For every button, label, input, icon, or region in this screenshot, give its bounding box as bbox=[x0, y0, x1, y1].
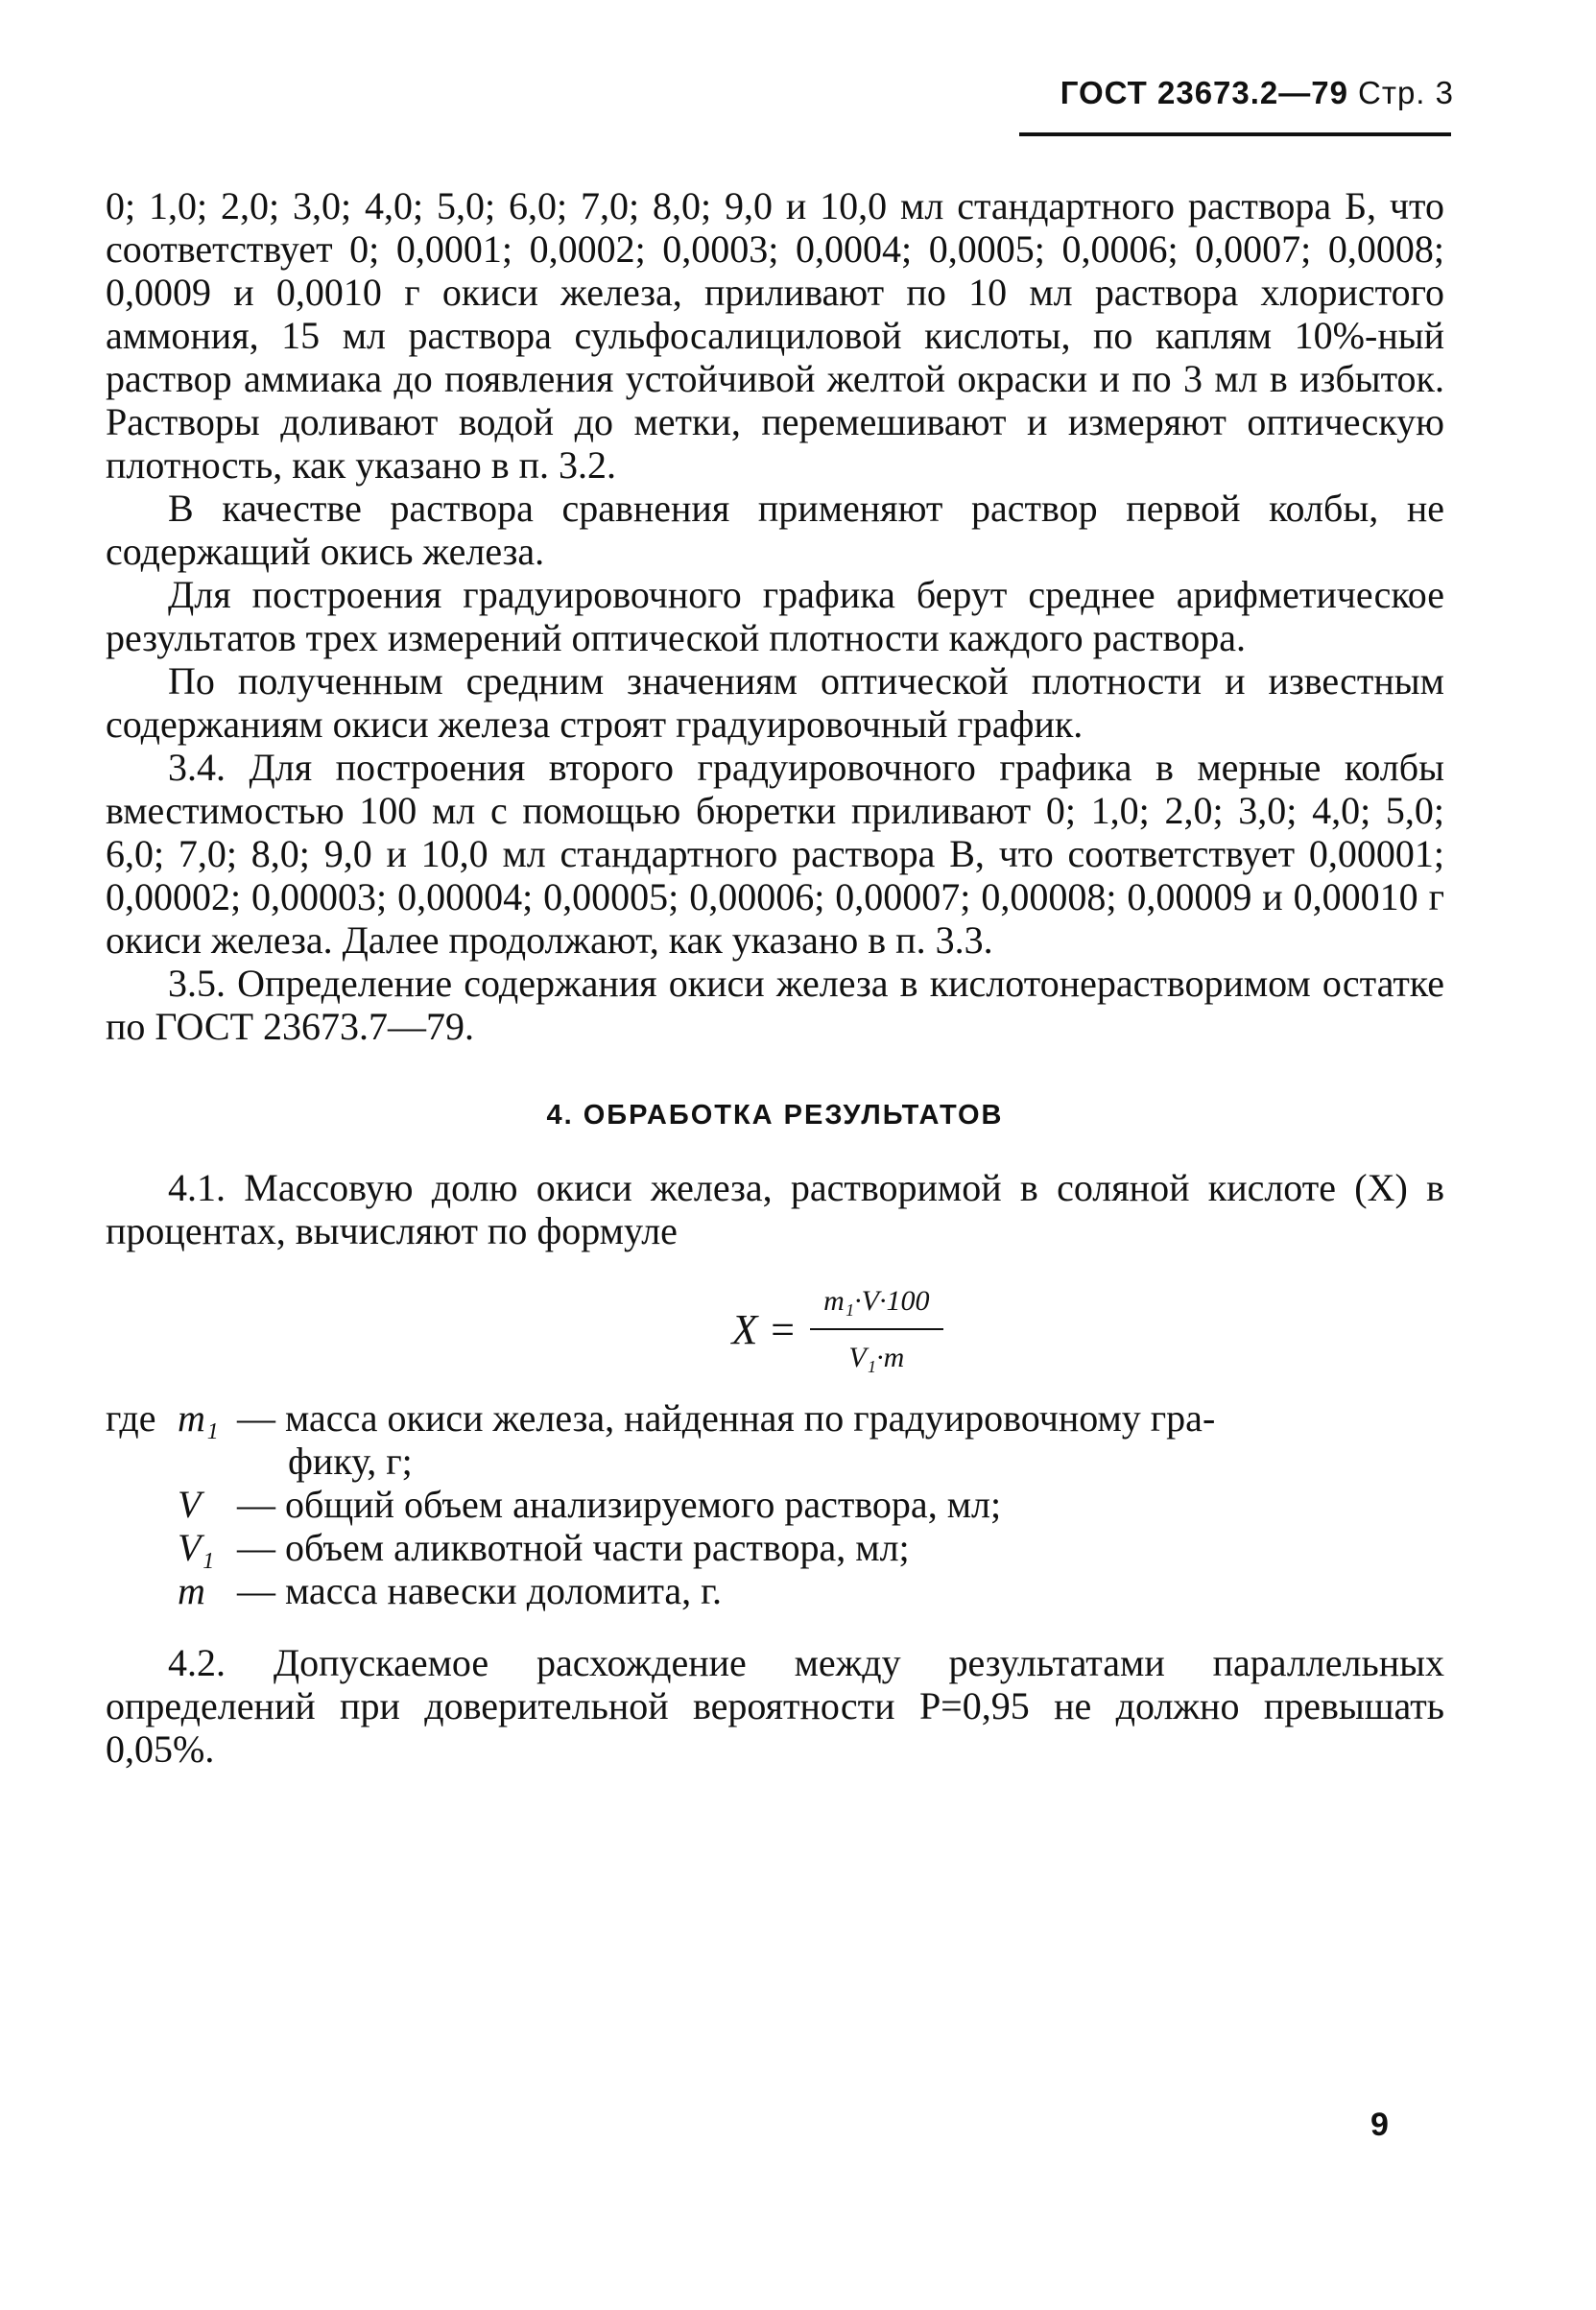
paragraph-calibration-average: Для построения градуировочного графика берут среднее арифметическое результатов трех измерений оптической плотности каждого раствора. bbox=[106, 573, 1444, 659]
formula-lhs: X = bbox=[731, 1305, 798, 1353]
definition-row bbox=[106, 1526, 1444, 1569]
formula-denominator: V₁·m bbox=[848, 1342, 905, 1373]
document-body bbox=[106, 184, 1444, 1771]
formula-numerator: m₁·V·100 bbox=[810, 1279, 942, 1330]
paragraph-reference-solution: В качестве раствора сравнения применяют раствор первой колбы, не содержащий окись железа. bbox=[106, 487, 1444, 573]
page-reference: Стр. 3 bbox=[1358, 75, 1454, 110]
header-rule bbox=[1019, 132, 1451, 136]
formula-fraction bbox=[810, 1279, 942, 1379]
formula bbox=[230, 1279, 1444, 1379]
definition-symbol: m bbox=[178, 1569, 205, 1612]
definition-row bbox=[106, 1396, 1444, 1440]
paragraph-4-2: 4.2. Допускаемое расхождение между результатами параллельных определений при доверительной вероятности P=0,95 не должно превышать 0,05%. bbox=[106, 1641, 1444, 1771]
section-title: 4. ОБРАБОТКА РЕЗУЛЬТАТОВ bbox=[546, 1100, 1004, 1131]
page-header bbox=[1060, 75, 1454, 111]
definition-row bbox=[106, 1569, 1444, 1612]
definition-continuation: фику, г; bbox=[288, 1440, 413, 1483]
page-number: 9 bbox=[1370, 2107, 1389, 2143]
paragraph-calibration-graph: По полученным средним значениям оптической плотности и известным содержаниям окиси железа строят градуировочный график. bbox=[106, 659, 1444, 746]
standard-id: ГОСТ 23673.2—79 bbox=[1060, 75, 1348, 110]
definition-symbol: V bbox=[178, 1483, 202, 1526]
definition-text: — общий объем анализируемого раствора, мл; bbox=[237, 1483, 1002, 1526]
definition-symbol: m₁ bbox=[178, 1396, 219, 1440]
variable-definitions bbox=[106, 1396, 1444, 1612]
paragraph-continued: 0; 1,0; 2,0; 3,0; 4,0; 5,0; 6,0; 7,0; 8,0; 9,0 и 10,0 мл стандартного раствора Б, что соответствует 0; 0,0001; 0,0002; 0,0003; 0,0004; 0,0005; 0,0006; 0,0007; 0,0008; 0,0009 и 0,0010 г окиси железа, приливают по 10 мл раствора хлористого аммония, 15 мл раствора сульфосалициловой кислоты, по каплям 10%-ный раствор аммиака до появления устойчивой желтой окраски и по 3 мл в избыток. Растворы доливают водой до метки, перемешивают и измеряют оптическую плотность, как указано в п. 3.2. bbox=[106, 184, 1444, 487]
definition-text: — объем аликвотной части раствора, мл; bbox=[237, 1526, 910, 1569]
definition-text: — масса навески доломита, г. bbox=[237, 1569, 723, 1612]
definition-row bbox=[106, 1483, 1444, 1526]
paragraph-4-1: 4.1. Массовую долю окиси железа, растворимой в соляной кислоте (X) в процентах, вычисляют по формуле bbox=[106, 1166, 1444, 1252]
definitions-lead: где bbox=[106, 1396, 156, 1440]
definition-text: — масса окиси железа, найденная по градуировочному гра- bbox=[237, 1396, 1216, 1440]
paragraph-3-5: 3.5. Определение содержания окиси железа в кислотонерастворимом остатке по ГОСТ 23673.7—79. bbox=[106, 962, 1444, 1048]
definition-symbol: V₁ bbox=[178, 1526, 215, 1569]
paragraph-3-4: 3.4. Для построения второго градуировочного графика в мерные колбы вместимостью 100 мл с помощью бюретки приливают 0; 1,0; 2,0; 3,0; 4,0; 5,0; 6,0; 7,0; 8,0; 9,0 и 10,0 мл стандартного раствора В, что соответствует 0,00001; 0,00002; 0,00003; 0,00004; 0,00005; 0,00006; 0,00007; 0,00008; 0,00009 и 0,00010 г окиси железа. Далее продолжают, как указано в п. 3.3. bbox=[106, 746, 1444, 962]
